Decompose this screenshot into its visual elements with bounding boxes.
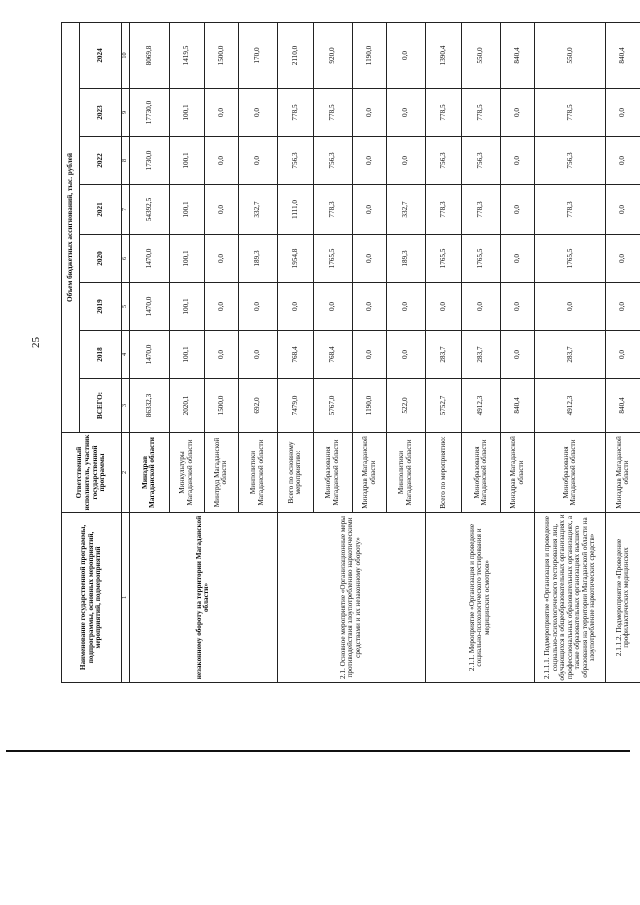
column-number: 10 xyxy=(122,22,130,88)
year-value-cell: 778,5 xyxy=(535,89,606,137)
program-name-cell: незаконному обороту на территории Магаданской области» xyxy=(129,513,277,683)
year-value-cell: 0,0 xyxy=(500,235,535,283)
year-value-cell: 0,0 xyxy=(204,137,239,185)
page-number: 25 xyxy=(30,337,42,348)
year-value-cell: 100,1 xyxy=(170,89,205,137)
year-value-cell: 283,7 xyxy=(425,331,462,379)
year-value-cell: 778,5 xyxy=(314,89,353,137)
year-value-cell: 0,0 xyxy=(425,283,462,331)
year-value-cell: 332,7 xyxy=(387,185,426,235)
year-value-cell: 550,0 xyxy=(462,22,501,88)
year-value-cell: 0,0 xyxy=(239,89,278,137)
year-value-cell: 0,0 xyxy=(239,137,278,185)
year-value-cell: 8069,8 xyxy=(129,22,170,88)
total-cell: 5767,0 xyxy=(314,379,353,433)
year-value-cell: 778,5 xyxy=(277,89,314,137)
year-value-cell: 920,0 xyxy=(314,22,353,88)
responsible-cell: Минобразования Магаданской области xyxy=(462,433,501,513)
total-cell: 522,0 xyxy=(387,379,426,433)
year-value-cell: 170,0 xyxy=(239,22,278,88)
total-cell: 4912,3 xyxy=(535,379,606,433)
year-value-cell: 1111,0 xyxy=(277,185,314,235)
year-value-cell: 1470,0 xyxy=(129,235,170,283)
year-value-cell: 100,1 xyxy=(170,283,205,331)
total-cell: 840,4 xyxy=(500,379,535,433)
table-row xyxy=(425,22,462,682)
program-name-cell: 2.1.1.1. Подмероприятие «Организация и проведение социально-психологического тестирования лиц, обучающихся в общеобразовательных организациях и профессиональных образовательных организациях, а также образовательных организациях высшего образования на территории Магаданской области на злоупотребление наркотических средств» xyxy=(535,513,606,683)
year-value-cell: 0,0 xyxy=(606,185,640,235)
header-year: 2019 xyxy=(80,283,122,331)
year-value-cell: 0,0 xyxy=(352,283,387,331)
column-number: 9 xyxy=(122,89,130,137)
column-number: 2 xyxy=(122,433,130,513)
header-responsible: Ответственный исполнитель, участник государственной программы xyxy=(62,433,122,513)
year-value-cell: 0,0 xyxy=(387,137,426,185)
table-row xyxy=(277,22,314,682)
year-value-cell: 1390,4 xyxy=(425,22,462,88)
year-value-cell: 2110,0 xyxy=(277,22,314,88)
year-value-cell: 0,0 xyxy=(204,283,239,331)
responsible-cell: Всего по мероприятию: xyxy=(425,433,462,513)
total-cell: 1190,0 xyxy=(352,379,387,433)
year-value-cell: 0,0 xyxy=(387,283,426,331)
responsible-cell: Минполитики Магаданской области xyxy=(239,433,278,513)
header-year: 2021 xyxy=(80,185,122,235)
header-budget-group: Объем бюджетных ассигнований, тыс. рублей xyxy=(62,22,80,432)
header-year: 2020 xyxy=(80,235,122,283)
year-value-cell: 0,0 xyxy=(352,89,387,137)
year-value-cell: 840,4 xyxy=(606,22,640,88)
year-value-cell: 1190,0 xyxy=(352,22,387,88)
year-value-cell: 0,0 xyxy=(535,283,606,331)
budget-table xyxy=(61,22,640,683)
year-value-cell: 0,0 xyxy=(606,137,640,185)
responsible-cell: Минкультуры Магаданской области xyxy=(170,433,205,513)
program-name-cell: 2.1. Основное мероприятие «Организационные меры противодействия злоупотреблению наркотическими средствами и их незаконному обороту» xyxy=(277,513,425,683)
year-value-cell: 778,3 xyxy=(314,185,353,235)
total-cell: 7479,0 xyxy=(277,379,314,433)
year-value-cell: 54392,5 xyxy=(129,185,170,235)
year-value-cell: 0,0 xyxy=(500,185,535,235)
header-year: 2022 xyxy=(80,137,122,185)
year-value-cell: 756,3 xyxy=(314,137,353,185)
year-value-cell: 189,3 xyxy=(387,235,426,283)
table-row xyxy=(535,22,606,682)
year-value-cell: 1470,0 xyxy=(129,283,170,331)
year-value-cell: 0,0 xyxy=(462,283,501,331)
year-value-cell: 0,0 xyxy=(387,89,426,137)
header-name: Наименование государственной программы, подпрограммы, основных мероприятий, мероприятий, подмероприятий xyxy=(62,513,122,683)
year-value-cell: 1500,0 xyxy=(204,22,239,88)
year-value-cell: 0,0 xyxy=(352,185,387,235)
year-value-cell: 1765,5 xyxy=(425,235,462,283)
year-value-cell: 0,0 xyxy=(606,235,640,283)
year-value-cell: 100,1 xyxy=(170,137,205,185)
responsible-cell: Минтруд Магаданской области xyxy=(204,433,239,513)
year-value-cell: 0,0 xyxy=(352,137,387,185)
total-cell: 840,4 xyxy=(606,379,640,433)
table-row xyxy=(129,22,170,682)
year-value-cell: 0,0 xyxy=(606,89,640,137)
year-value-cell: 332,7 xyxy=(239,185,278,235)
year-value-cell: 0,0 xyxy=(204,331,239,379)
year-value-cell: 778,3 xyxy=(462,185,501,235)
year-value-cell: 1954,8 xyxy=(277,235,314,283)
column-number: 7 xyxy=(122,185,130,235)
responsible-cell: Всего по основному мероприятию: xyxy=(277,433,314,513)
year-value-cell: 778,3 xyxy=(425,185,462,235)
year-value-cell: 0,0 xyxy=(239,331,278,379)
year-value-cell: 0,0 xyxy=(204,185,239,235)
year-value-cell: 1765,5 xyxy=(535,235,606,283)
year-value-cell: 100,1 xyxy=(170,185,205,235)
year-value-cell: 283,7 xyxy=(462,331,501,379)
year-value-cell: 283,7 xyxy=(535,331,606,379)
year-value-cell: 778,5 xyxy=(462,89,501,137)
year-value-cell: 778,3 xyxy=(535,185,606,235)
year-value-cell: 768,4 xyxy=(314,331,353,379)
column-number: 6 xyxy=(122,235,130,283)
column-number: 3 xyxy=(122,379,130,433)
year-value-cell: 756,3 xyxy=(277,137,314,185)
year-value-cell: 1419,5 xyxy=(170,22,205,88)
responsible-cell: Минполитики Магаданской области xyxy=(387,433,426,513)
responsible-cell: Минздрав Магаданской области xyxy=(129,433,170,513)
header-year: 2018 xyxy=(80,331,122,379)
total-cell: 1500,0 xyxy=(204,379,239,433)
year-value-cell: 0,0 xyxy=(500,283,535,331)
year-value-cell: 0,0 xyxy=(352,235,387,283)
total-cell: 692,0 xyxy=(239,379,278,433)
header-year: 2023 xyxy=(80,89,122,137)
year-value-cell: 0,0 xyxy=(239,283,278,331)
responsible-cell: Минздрав Магаданской области xyxy=(606,433,640,513)
responsible-cell: Минобразования Магаданской области xyxy=(535,433,606,513)
total-cell: 2020,1 xyxy=(170,379,205,433)
year-value-cell: 0,0 xyxy=(500,89,535,137)
total-cell: 86332,3 xyxy=(129,379,170,433)
year-value-cell: 840,4 xyxy=(500,22,535,88)
year-value-cell: 0,0 xyxy=(606,331,640,379)
year-value-cell: 0,0 xyxy=(204,235,239,283)
table-row xyxy=(606,22,640,682)
column-number: 8 xyxy=(122,137,130,185)
year-value-cell: 1730,0 xyxy=(129,137,170,185)
year-value-cell: 0,0 xyxy=(352,331,387,379)
rotated-page-content xyxy=(61,23,640,683)
responsible-cell: Минздрав Магаданской области xyxy=(500,433,535,513)
year-value-cell: 189,3 xyxy=(239,235,278,283)
year-value-cell: 0,0 xyxy=(606,283,640,331)
year-value-cell: 756,3 xyxy=(462,137,501,185)
year-value-cell: 756,3 xyxy=(425,137,462,185)
year-value-cell: 0,0 xyxy=(204,89,239,137)
column-number: 5 xyxy=(122,283,130,331)
total-cell: 5752,7 xyxy=(425,379,462,433)
year-value-cell: 0,0 xyxy=(387,22,426,88)
year-value-cell: 0,0 xyxy=(277,283,314,331)
responsible-cell: Минздрав Магаданской области xyxy=(352,433,387,513)
horizontal-rule xyxy=(6,750,630,752)
column-number: 1 xyxy=(122,513,130,683)
year-value-cell: 550,0 xyxy=(535,22,606,88)
year-value-cell: 0,0 xyxy=(500,137,535,185)
program-name-cell: 2.1.1.2. Подмероприятие «Проведение профилактических медицинских xyxy=(606,513,640,683)
total-cell: 4912,3 xyxy=(462,379,501,433)
year-value-cell: 100,1 xyxy=(170,331,205,379)
year-value-cell: 1765,5 xyxy=(462,235,501,283)
year-value-cell: 756,3 xyxy=(535,137,606,185)
program-name-cell: 2.1.1. Мероприятие «Организация и проведение социально-психологического тестирования и медицинских осмотров» xyxy=(425,513,535,683)
header-total: ВСЕГО: xyxy=(80,379,122,433)
year-value-cell: 17730,0 xyxy=(129,89,170,137)
year-value-cell: 0,0 xyxy=(500,331,535,379)
column-number: 4 xyxy=(122,331,130,379)
year-value-cell: 100,1 xyxy=(170,235,205,283)
year-value-cell: 768,4 xyxy=(277,331,314,379)
year-value-cell: 0,0 xyxy=(387,331,426,379)
year-value-cell: 1470,0 xyxy=(129,331,170,379)
header-year: 2024 xyxy=(80,22,122,88)
year-value-cell: 1765,5 xyxy=(314,235,353,283)
year-value-cell: 778,5 xyxy=(425,89,462,137)
responsible-cell: Минобразования Магаданской области xyxy=(314,433,353,513)
year-value-cell: 0,0 xyxy=(314,283,353,331)
